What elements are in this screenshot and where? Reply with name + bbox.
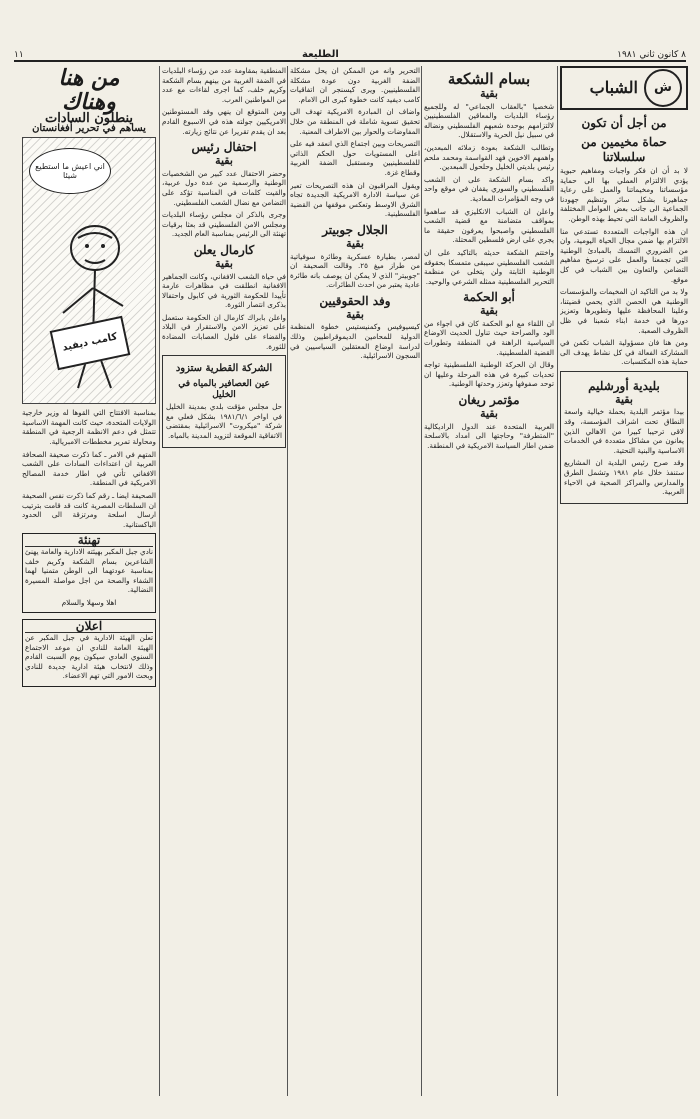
cartoon-illustration	[22, 137, 156, 404]
article-paragraph: واكد بسام الشكعة على ان الشعب الفلسطيني والسوري يقفان في موقع واحد في وجه المؤامرات المعادية.	[424, 174, 554, 203]
camp-david-sign: كامب ديفيد	[50, 316, 131, 371]
youth-headline-2: حماة مخيمين من سلسلاتنا	[581, 135, 667, 164]
article-paragraph: المنطقية بمقاومة عدد من رؤساء البلديات في الضفة الغربية من بينهم بسام الشكعة وكريم خلف، كما اجرى لقاءات مع عدد من المواطنين العرب.	[162, 66, 286, 104]
publication-name: الطليعة	[302, 49, 339, 60]
article-paragraph: ويقول المراقبون ان هذه التصريحات تعبر عن سياسة الادارة الامريكية الجديدة تجاه الشرق الاوسط وتعكس موقفها من القضية الفلسطينية.	[290, 180, 420, 219]
column-divider	[159, 66, 160, 1096]
article-paragraph: وتطالب الشكعة بعودة زملائه المبعدين، واهمهم الاخوين فهد القواسمة ومحمد ملحم رئيس بلديتي الخليل وحلحول المبعدين.	[424, 142, 554, 172]
youth-paragraph: ولا بد من التاكيد ان المخيمات والمؤسسات الوطنية هي الحصن الذي يحمي قضيتنا، وعلينا المحافظة عليها وتطويرها وتعزيز دورها في خدمة ابناء شعبنا في ظل الظروف الصعبة.	[560, 287, 688, 335]
shakaa-headline: بسام الشكعة	[447, 70, 531, 88]
issue-date: ٨ كانون ثاني ١٩٨١	[617, 50, 686, 60]
article-paragraph: واختتم الشكعة حديثه بالتاكيد على ان الشعب الفلسطيني سيبقى متمسكا بحقوقه الوطنية الثابتة ولن يتخلى عن منظمة التحرير الفلسطينية ممثله الشرعي والوحيد.	[424, 247, 554, 286]
youth-paragraph: ان هذه الواجبات المتعددة تستدعي منا الالتزام بها ضمن مجال الحياة اليومية، وان من الضروري التمسك بالمبادئ الوطنية التي تجمعنا والعمل على ترسيخ مفاهيم التضامن والتعاون بين الشباب في كل موقع.	[560, 226, 688, 284]
congratulation-title: تهنئة	[25, 536, 153, 547]
masthead	[14, 44, 686, 62]
announcement-title: اعلان	[25, 622, 153, 633]
box-headline: بليدية أورشليم	[588, 378, 660, 393]
qatari-company-box	[162, 355, 286, 447]
cartoon-title-2: وهناك	[62, 89, 116, 115]
article-paragraph: وجرى بالذكر ان مجلس رؤساء البلديات ومجلس الامن الفلسطيني قد بعثا برقيات تهنئة الى الرئيس بمناسبة العام الجديد.	[162, 210, 286, 239]
article-paragraph: التصريحات وبين اجتماع الذي انعقد فيه على اعلى المستويات حول الحكم الذاتي للفلسطينيين ومستقبل الضفة الغربية وقطاع غزة.	[290, 139, 420, 177]
article-paragraph: واضاف ان المبادرة الامريكية تهدف الى تحقيق تسوية شاملة في المنطقة من خلال المفاوضات والحوار بين الاطراف المعنية.	[290, 107, 420, 136]
article-paragraph: الصحيفة ايضا ـ رقم كما ذكرت نفس الصحيفة ان السلطات المصرية كانت قد قامت بترتيب ارسال اسلحة ومرتزقة الى الحدود الباكستانية.	[22, 490, 156, 529]
column-shakaa	[424, 66, 554, 1096]
article-paragraph: شخصيا "بالعقاب الجماعي" له وللجميع رؤساء البلديات والمعاقين الفلسطينيين لالتزامهم بوحدة شعبهم الفلسطيني ونضاله في سبيل نيل الحرية والاستقلال.	[424, 101, 554, 140]
reagan-sub: بقية	[480, 407, 498, 421]
article-paragraph: واعلن ان الشباب الانكليزي قد ساهموا بمواقف متضامنة مع قضية الشعب الفلسطيني واصبحوا يعرفون حقيقة ما يجري على ارض فلسطين المحتلة.	[424, 206, 554, 245]
announcement-box	[22, 619, 156, 687]
box-paragraph: وقد صرح رئيس البلدية ان المشاريع ستنفذ خلال عام ١٩٨١ وتشمل الطرق والمدارس والمراكز الصحية في الاحياء العربية.	[564, 458, 684, 497]
column-cartoon	[22, 66, 156, 1096]
box-paragraph: حل مجلس مؤقت بلدي بمدينة الخليل في اواخر ١٩٨١/٦/١ بشكل فعلي مع شركة "ميكروت" الاسرائيلية بمقتضى الاتفاقية الموقعة لتزويد المدينة بالمياه.	[166, 402, 282, 441]
karmal-sub: بقية	[215, 256, 233, 270]
jupiter-sub: بقية	[346, 236, 364, 250]
announcement-text: تعلن الهيئة الادارية في جبل المكبر عن الهيئة العامة للنادي ان موعد الاجتماع السنوي العادي سيكون يوم السبت القادم وذلك لانتخاب هيئة ادارية جديدة للنادي وبحث الامور التي تهم الاعضاء.	[25, 633, 153, 681]
celebration-headline: احتفال رئيس	[191, 140, 257, 155]
jupiter-headline: الجلال جوبيتر	[322, 222, 388, 237]
column-youth	[560, 66, 688, 1096]
congratulation-text: نادي جبل المكبر بهيئته الادارية والعامة يهنئ الشاعرين بسام الشكعة وكريم خلف بمناسبة عودتهما الى الوطن متمنيا لهما الشفاء والصحة من اجل مواصلة المسيرة النضالية.	[24, 546, 153, 595]
cartoon-caption-2: يساهم في تحرير أفغانستان	[32, 122, 146, 134]
karmal-headline: كارمال يعلن	[193, 242, 255, 257]
shakaa-sub: بقية	[480, 87, 498, 100]
celebration-sub: بقية	[215, 154, 233, 168]
article-paragraph: التحرير وانه من الممكن ان يحل مشكلة الضفة الغربية دون عودة مشكلة الفلسطينيين. ويرى كيسنجر ان اتفاقيات كامب ديفيد كانت خطوة كبرى الى الامام.	[290, 66, 420, 104]
congratulation-signoff: اهلا وسهلا والسلام	[61, 597, 117, 607]
youth-headline: من أجل أن تكون	[581, 116, 667, 130]
box-paragraph: بيدا مؤتمر البلدية بحملة خيالية واسعة النطاق تحت اشراف المؤسسة، وقد لاقى ترحيبا كبيرا من الاهالي الذين يعانون من مشاكل متعددة في الخدمات الاساسية والبنية التحتية.	[564, 407, 684, 455]
jerusalem-municipality-box	[560, 371, 688, 504]
column-karmal	[162, 66, 286, 1096]
page-number: ١١	[14, 50, 24, 60]
article-paragraph: وحضر الاحتفال عدد كبير من الشخصيات الوطنية والرسمية من عدة دول عربية، والقيت كلمات في المناسبة تؤكد على التضامن مع نضال الشعب الفلسطيني.	[162, 168, 286, 207]
article-paragraph: كيسيوفيس وكمنيستيس خطوة المنظمة الدولية للمحامين الديموقراطيين وذلك لدراسة اوضاع المعتقلين السياسيين في السجون الاسرائيلية.	[290, 322, 420, 361]
cartoon-caption: ينطلون السادات	[44, 111, 134, 126]
column-divider	[557, 66, 558, 1096]
section-title: الشباب	[589, 78, 638, 98]
youth-paragraph: ومن هنا فان مسؤولية الشباب تكمن في المشاركة الفعالة في كل نشاط يهدف الى حماية هذه المكتسبات.	[560, 338, 688, 367]
box-headline-2: عين العصافير بالمياه في الخليل	[178, 379, 270, 401]
congratulation-box	[22, 533, 156, 613]
article-paragraph: لمصر، بطيارة عسكرية وطائرة سوفياتية من طراز ميغ ٢٥. وقالت الصحيفة ان "جوبيتر" الذي لا يمكن ان يوصف بانه طائرة عادية يعتبر من احدث الطائرات.	[290, 251, 420, 290]
article-paragraph: في حياة الشعب الافغاني، وكانت الجماهير الافغانية انطلقت في مظاهرات عارمة تأييدا للحكومة الثورية في كابول واحتفالا بذكرى انتصار الثورة.	[162, 271, 286, 310]
abu-hikma-headline: أبو الحكمة	[463, 290, 515, 305]
article-paragraph: واعلن بابراك كارمال ان الحكومة ستعمل على تعزيز الامن والاستقرار في البلاد والقضاء على فلول العصابات المضادة للثورة.	[162, 312, 286, 351]
lawyers-sub: بقية	[346, 307, 364, 321]
box-sub: بقية	[615, 392, 633, 406]
box-headline: الشركة القطرية ستزود	[175, 363, 273, 375]
youth-section-logo	[560, 66, 688, 110]
speech-bubble: اني اعيش ما استطيع شيئا	[29, 148, 111, 194]
youth-seal-icon: ش	[644, 69, 682, 107]
abu-hikma-sub: بقية	[480, 304, 498, 318]
article-paragraph: وقال ان الحركة الوطنية الفلسطينية تواجه تحديات كبيرة في هذه المرحلة وعليها ان توحد صفوفها وتعزز وحدتها الوطنية.	[424, 360, 554, 389]
article-paragraph: بمناسبة الافتتاح التي القوها له وزير خارجية الولايات المتحدة، حيث كانت المهمة الاساسية تتمثل في دعم الانظمة الرجعية في المنطقة ومحاولة تمرير مخططات الامبريالية.	[22, 408, 156, 446]
article-paragraph: ومن المتوقع ان ينهي وفد المستوطنين الامريكيين جولته هذه في الاسبوع القادم بعد ان يقدم تقريرا عن نتائج زيارته.	[162, 107, 286, 136]
column-divider	[287, 66, 288, 1096]
cartoon-title: من هنا	[58, 66, 120, 91]
lawyers-delegation-headline: وفد الحقوقيين	[319, 293, 391, 308]
article-paragraph: العربية المتحدة عند الدول الراديكالية "المتطرفة" وحاجتها الى امداد بالاسلحة ضمن اطار السياسة الامريكية في المنطقة.	[424, 421, 554, 450]
article-paragraph: ان اللقاء مع ابو الحكمة كان في اجواء من الود والصراحة حيث تناول الحديث الاوضاع السياسية الراهنة في المنطقة وتطورات القضية الفلسطينية.	[424, 318, 554, 357]
article-paragraph: المتهم في الامر ـ كما ذكرت صحيفة الصحافة العربية ان اعتداءات السادات على الشعب الافغاني تأتي في اطار خدمة المصالح الامريكية في المنطقة.	[22, 449, 156, 488]
column-kissinger	[290, 66, 420, 1096]
column-divider	[421, 66, 422, 1096]
youth-paragraph: لا بد أن ان فكر واجبات ومفاهيم حبوية يؤدي الالتزام العملي بها الى حماية مؤسساتنا ومخيماتنا والعمل على رعاية جماهيرنا بشكل سائر وتنظيم جهودنا الجماعية الى جانب بعض العوامل المختلفة والظروف العامة التي تحيط بهذه الوطن.	[560, 166, 688, 223]
reagan-headline: مؤتمر ريغان	[458, 393, 520, 408]
